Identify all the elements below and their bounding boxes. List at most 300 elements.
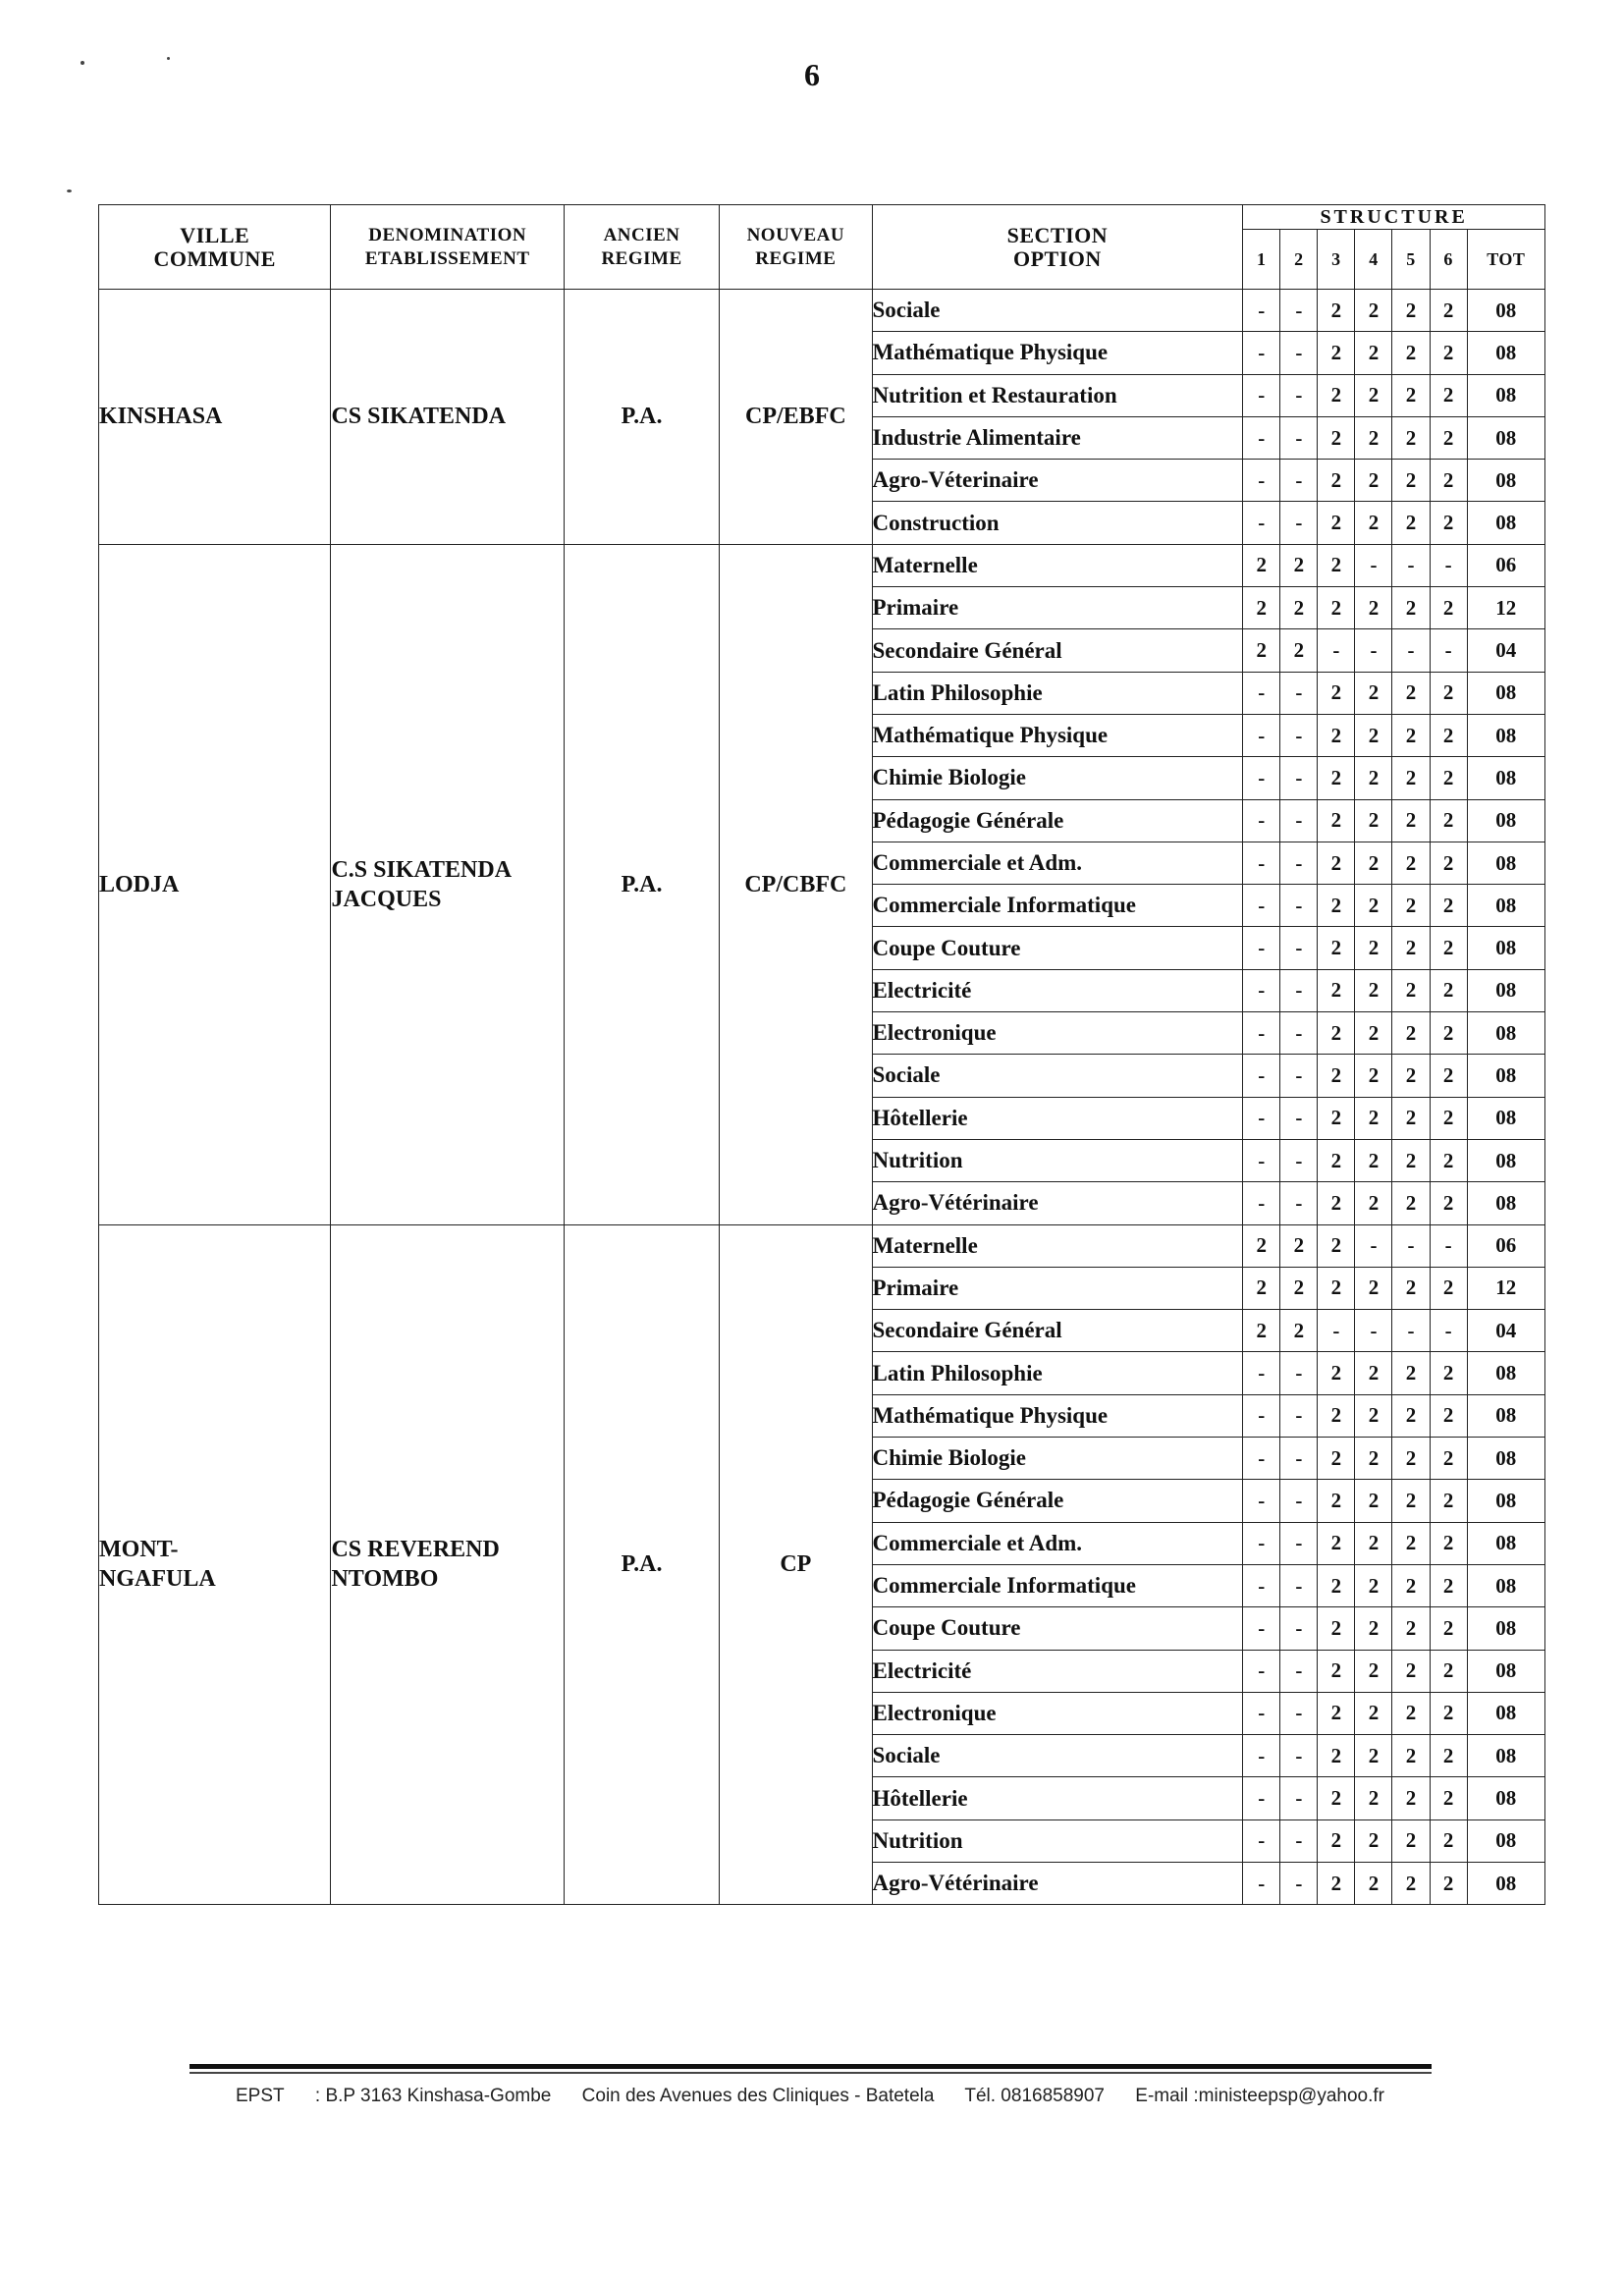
cell-year-2: 2 — [1280, 1224, 1318, 1267]
cell-year-2: - — [1280, 757, 1318, 799]
cell-total: 08 — [1467, 1012, 1544, 1055]
cell-year-4: 2 — [1355, 1650, 1392, 1692]
cell-year-6: 2 — [1430, 1055, 1467, 1097]
cell-year-1: - — [1243, 885, 1280, 927]
cell-total: 08 — [1467, 1819, 1544, 1862]
cell-year-5: 2 — [1392, 1522, 1430, 1564]
cell-section-option: Commerciale Informatique — [872, 885, 1243, 927]
cell-year-5: 2 — [1392, 1139, 1430, 1181]
cell-year-4: 2 — [1355, 1139, 1392, 1181]
cell-total: 08 — [1467, 1097, 1544, 1139]
cell-year-2: - — [1280, 714, 1318, 756]
cell-year-2: - — [1280, 1607, 1318, 1650]
cell-year-6: 2 — [1430, 332, 1467, 374]
cell-year-1: - — [1243, 1394, 1280, 1437]
cell-ville — [99, 290, 331, 545]
cell-year-6: 2 — [1430, 799, 1467, 842]
cell-ancien-regime-text: P.A. — [621, 871, 663, 897]
cell-year-5: 2 — [1392, 1267, 1430, 1309]
cell-ancien-regime — [564, 544, 719, 1224]
cell-year-2: - — [1280, 1735, 1318, 1777]
cell-year-5: 2 — [1392, 1777, 1430, 1819]
cell-year-6: 2 — [1430, 714, 1467, 756]
cell-year-3: 2 — [1318, 460, 1355, 502]
cell-year-6: 2 — [1430, 672, 1467, 714]
cell-section-option: Mathématique Physique — [872, 1394, 1243, 1437]
header-col-2: 2 — [1280, 230, 1318, 290]
cell-year-6: 2 — [1430, 1012, 1467, 1055]
header-col-tot: TOT — [1467, 230, 1544, 290]
cell-year-6: 2 — [1430, 587, 1467, 629]
cell-year-6: 2 — [1430, 1352, 1467, 1394]
cell-year-5: 2 — [1392, 1607, 1430, 1650]
cell-year-1: - — [1243, 1692, 1280, 1734]
cell-year-4: 2 — [1355, 1692, 1392, 1734]
cell-year-3: 2 — [1318, 1438, 1355, 1480]
cell-year-6: 2 — [1430, 927, 1467, 969]
cell-year-5: 2 — [1392, 714, 1430, 756]
cell-total: 08 — [1467, 374, 1544, 416]
cell-year-3: 2 — [1318, 799, 1355, 842]
cell-year-3: 2 — [1318, 587, 1355, 629]
cell-year-1: 2 — [1243, 544, 1280, 586]
cell-total: 08 — [1467, 1352, 1544, 1394]
cell-year-3: 2 — [1318, 969, 1355, 1011]
header-col-5: 5 — [1392, 230, 1430, 290]
cell-total: 06 — [1467, 544, 1544, 586]
cell-year-1: - — [1243, 332, 1280, 374]
cell-total: 04 — [1467, 629, 1544, 672]
cell-year-6: 2 — [1430, 1480, 1467, 1522]
cell-section-option: Electronique — [872, 1692, 1243, 1734]
cell-year-1: - — [1243, 1012, 1280, 1055]
cell-total: 08 — [1467, 927, 1544, 969]
cell-etablissement-text: CS REVEREND NTOMBO — [331, 1537, 500, 1593]
cell-total: 08 — [1467, 1607, 1544, 1650]
cell-year-3: 2 — [1318, 927, 1355, 969]
cell-section-option: Secondaire Général — [872, 629, 1243, 672]
cell-year-4: 2 — [1355, 460, 1392, 502]
cell-year-1: - — [1243, 1352, 1280, 1394]
cell-total: 08 — [1467, 1564, 1544, 1606]
cell-year-6: 2 — [1430, 1777, 1467, 1819]
cell-year-4: 2 — [1355, 1352, 1392, 1394]
cell-section-option: Chimie Biologie — [872, 1438, 1243, 1480]
cell-year-1: - — [1243, 1438, 1280, 1480]
cell-year-1: - — [1243, 799, 1280, 842]
cell-year-5: 2 — [1392, 416, 1430, 459]
cell-year-2: - — [1280, 1650, 1318, 1692]
cell-section-option: Agro-Vétérinaire — [872, 1182, 1243, 1224]
cell-year-6: - — [1430, 629, 1467, 672]
cell-year-5: 2 — [1392, 885, 1430, 927]
cell-year-2: - — [1280, 1862, 1318, 1904]
cell-year-1: - — [1243, 672, 1280, 714]
cell-total: 08 — [1467, 1480, 1544, 1522]
cell-total: 08 — [1467, 290, 1544, 332]
cell-year-3: 2 — [1318, 1607, 1355, 1650]
footer-tel: Tél. 0816858907 — [964, 2086, 1105, 2106]
header-structure: STRUCTURE — [1243, 205, 1545, 230]
cell-year-4: 2 — [1355, 332, 1392, 374]
footer-email: E-mail :ministeepsp@yahoo.fr — [1135, 2086, 1384, 2106]
cell-year-4: 2 — [1355, 1564, 1392, 1606]
cell-year-5: 2 — [1392, 842, 1430, 884]
cell-year-3: 2 — [1318, 544, 1355, 586]
cell-year-5: 2 — [1392, 1650, 1430, 1692]
cell-year-1: - — [1243, 502, 1280, 544]
cell-total: 08 — [1467, 1692, 1544, 1734]
cell-year-6: 2 — [1430, 416, 1467, 459]
cell-year-1: - — [1243, 1735, 1280, 1777]
cell-total: 08 — [1467, 332, 1544, 374]
cell-year-3: 2 — [1318, 714, 1355, 756]
cell-ville — [99, 544, 331, 1224]
cell-year-6: 2 — [1430, 1607, 1467, 1650]
cell-year-4: 2 — [1355, 502, 1392, 544]
cell-year-3: 2 — [1318, 1139, 1355, 1181]
cell-year-2: - — [1280, 374, 1318, 416]
cell-section-option: Nutrition et Restauration — [872, 374, 1243, 416]
cell-year-6: 2 — [1430, 1564, 1467, 1606]
cell-section-option: Construction — [872, 502, 1243, 544]
cell-year-5: 2 — [1392, 969, 1430, 1011]
header-nouveau-regime — [720, 205, 872, 290]
cell-section-option: Commerciale et Adm. — [872, 1522, 1243, 1564]
cell-year-2: - — [1280, 1352, 1318, 1394]
cell-year-4: 2 — [1355, 1607, 1392, 1650]
cell-year-5: 2 — [1392, 290, 1430, 332]
cell-year-5: - — [1392, 1224, 1430, 1267]
cell-year-2: - — [1280, 1480, 1318, 1522]
cell-year-2: - — [1280, 1097, 1318, 1139]
cell-year-1: - — [1243, 1862, 1280, 1904]
cell-year-4: 2 — [1355, 842, 1392, 884]
header-ville — [99, 205, 331, 290]
cell-section-option: Agro-Vétérinaire — [872, 1862, 1243, 1904]
cell-year-4: - — [1355, 629, 1392, 672]
header-nouveau-label: NOUVEAU REGIME — [746, 224, 845, 269]
cell-year-6: 2 — [1430, 1522, 1467, 1564]
cell-year-6: 2 — [1430, 290, 1467, 332]
cell-ancien-regime — [564, 1224, 719, 1905]
cell-year-2: - — [1280, 332, 1318, 374]
cell-year-6: 2 — [1430, 1267, 1467, 1309]
cell-total: 08 — [1467, 969, 1544, 1011]
cell-nouveau-regime — [720, 1224, 872, 1905]
cell-total: 08 — [1467, 1182, 1544, 1224]
cell-year-6: 2 — [1430, 502, 1467, 544]
cell-year-3: 2 — [1318, 885, 1355, 927]
cell-year-3: - — [1318, 1310, 1355, 1352]
cell-ancien-regime-text: P.A. — [621, 404, 663, 430]
cell-year-2: - — [1280, 460, 1318, 502]
cell-section-option: Sociale — [872, 1735, 1243, 1777]
cell-year-3: 2 — [1318, 1650, 1355, 1692]
cell-year-2: - — [1280, 1819, 1318, 1862]
cell-section-option: Primaire — [872, 1267, 1243, 1309]
footer-bp: : B.P 3163 Kinshasa-Gombe — [314, 2086, 552, 2106]
cell-year-4: 2 — [1355, 927, 1392, 969]
cell-year-5: 2 — [1392, 587, 1430, 629]
cell-year-5: 2 — [1392, 502, 1430, 544]
cell-year-3: 2 — [1318, 1522, 1355, 1564]
cell-year-4: 2 — [1355, 1819, 1392, 1862]
cell-section-option: Coupe Couture — [872, 1607, 1243, 1650]
cell-year-6: 2 — [1430, 1182, 1467, 1224]
cell-year-5: 2 — [1392, 332, 1430, 374]
cell-section-option: Commerciale et Adm. — [872, 842, 1243, 884]
cell-year-4: - — [1355, 1310, 1392, 1352]
cell-section-option: Agro-Véterinaire — [872, 460, 1243, 502]
cell-year-6: 2 — [1430, 1097, 1467, 1139]
header-section-label: SECTION OPTION — [1006, 222, 1109, 271]
cell-year-6: - — [1430, 1224, 1467, 1267]
table-header — [99, 205, 1545, 290]
cell-section-option: Hôtellerie — [872, 1097, 1243, 1139]
cell-etablissement — [331, 1224, 564, 1905]
cell-year-1: 2 — [1243, 1267, 1280, 1309]
cell-year-3: 2 — [1318, 332, 1355, 374]
cell-ville-text: KINSHASA — [99, 404, 223, 430]
cell-year-6: 2 — [1430, 1394, 1467, 1437]
cell-year-1: - — [1243, 1564, 1280, 1606]
cell-nouveau-regime — [720, 290, 872, 545]
cell-year-6: 2 — [1430, 1650, 1467, 1692]
cell-year-2: 2 — [1280, 587, 1318, 629]
cell-year-4: 2 — [1355, 1394, 1392, 1437]
cell-section-option: Sociale — [872, 290, 1243, 332]
cell-year-4: - — [1355, 1224, 1392, 1267]
cell-year-4: 2 — [1355, 672, 1392, 714]
cell-year-3: 2 — [1318, 1777, 1355, 1819]
cell-year-4: 2 — [1355, 885, 1392, 927]
cell-total: 08 — [1467, 1139, 1544, 1181]
cell-year-4: 2 — [1355, 374, 1392, 416]
cell-ville — [99, 1224, 331, 1905]
cell-total: 08 — [1467, 714, 1544, 756]
cell-ancien-regime — [564, 290, 719, 545]
cell-year-5: 2 — [1392, 757, 1430, 799]
cell-year-1: - — [1243, 416, 1280, 459]
cell-section-option: Electricité — [872, 1650, 1243, 1692]
footer-address: Coin des Avenues des Cliniques - Batetela — [581, 2086, 935, 2106]
cell-year-2: - — [1280, 502, 1318, 544]
cell-year-1: - — [1243, 714, 1280, 756]
cell-year-1: - — [1243, 1055, 1280, 1097]
cell-year-2: - — [1280, 1777, 1318, 1819]
cell-year-6: 2 — [1430, 1139, 1467, 1181]
cell-year-6: 2 — [1430, 757, 1467, 799]
cell-year-2: - — [1280, 1139, 1318, 1181]
cell-year-5: 2 — [1392, 799, 1430, 842]
cell-year-3: 2 — [1318, 842, 1355, 884]
cell-year-5: 2 — [1392, 1819, 1430, 1862]
cell-year-1: - — [1243, 374, 1280, 416]
cell-etablissement — [331, 544, 564, 1224]
cell-year-2: - — [1280, 1182, 1318, 1224]
cell-year-5: 2 — [1392, 1352, 1430, 1394]
cell-section-option: Primaire — [872, 587, 1243, 629]
cell-section-option: Electricité — [872, 969, 1243, 1011]
cell-year-6: 2 — [1430, 1862, 1467, 1904]
cell-ville-text: LODJA — [99, 871, 180, 897]
cell-year-1: - — [1243, 969, 1280, 1011]
cell-section-option: Chimie Biologie — [872, 757, 1243, 799]
table-row — [99, 290, 1545, 332]
cell-year-6: - — [1430, 1310, 1467, 1352]
scan-speck — [67, 190, 72, 192]
cell-year-1: - — [1243, 927, 1280, 969]
cell-year-4: 2 — [1355, 1438, 1392, 1480]
cell-year-6: 2 — [1430, 1819, 1467, 1862]
cell-year-6: - — [1430, 544, 1467, 586]
cell-year-4: 2 — [1355, 1267, 1392, 1309]
cell-section-option: Maternelle — [872, 544, 1243, 586]
table-row — [99, 1224, 1545, 1267]
cell-section-option: Sociale — [872, 1055, 1243, 1097]
cell-year-2: 2 — [1280, 1310, 1318, 1352]
cell-year-1: - — [1243, 290, 1280, 332]
cell-total: 08 — [1467, 1650, 1544, 1692]
footer-rule — [189, 2064, 1432, 2069]
cell-year-1: - — [1243, 757, 1280, 799]
header-ville-label: VILLE COMMUNE — [153, 222, 276, 271]
cell-section-option: Electronique — [872, 1012, 1243, 1055]
footer-rule-thin — [189, 2072, 1432, 2074]
cell-year-1: - — [1243, 1607, 1280, 1650]
cell-year-2: - — [1280, 1522, 1318, 1564]
cell-year-3: 2 — [1318, 1564, 1355, 1606]
cell-year-5: 2 — [1392, 1394, 1430, 1437]
cell-year-4: 2 — [1355, 1480, 1392, 1522]
cell-total: 08 — [1467, 1735, 1544, 1777]
cell-total: 12 — [1467, 1267, 1544, 1309]
header-denomination-label: DENOMINATION ETABLISSEMENT — [364, 224, 530, 269]
cell-year-4: 2 — [1355, 587, 1392, 629]
cell-section-option: Latin Philosophie — [872, 672, 1243, 714]
page-number: 6 — [804, 57, 820, 92]
cell-section-option: Mathématique Physique — [872, 714, 1243, 756]
cell-year-2: - — [1280, 672, 1318, 714]
cell-year-2: - — [1280, 799, 1318, 842]
cell-total: 08 — [1467, 757, 1544, 799]
cell-year-4: 2 — [1355, 969, 1392, 1011]
cell-year-2: - — [1280, 969, 1318, 1011]
header-col-4: 4 — [1355, 230, 1392, 290]
cell-year-2: - — [1280, 1055, 1318, 1097]
cell-year-3: 2 — [1318, 1267, 1355, 1309]
cell-ancien-regime-text: P.A. — [621, 1551, 663, 1578]
cell-year-3: 2 — [1318, 502, 1355, 544]
cell-year-3: 2 — [1318, 290, 1355, 332]
cell-year-1: - — [1243, 460, 1280, 502]
cell-year-6: 2 — [1430, 842, 1467, 884]
cell-year-6: 2 — [1430, 885, 1467, 927]
header-section-option — [872, 205, 1243, 290]
cell-year-4: 2 — [1355, 1522, 1392, 1564]
cell-ville-text: MONT- NGAFULA — [99, 1537, 216, 1593]
cell-year-5: 2 — [1392, 1097, 1430, 1139]
cell-section-option: Pédagogie Générale — [872, 799, 1243, 842]
cell-total: 08 — [1467, 885, 1544, 927]
cell-year-6: 2 — [1430, 969, 1467, 1011]
cell-year-4: 2 — [1355, 1182, 1392, 1224]
cell-year-5: - — [1392, 1310, 1430, 1352]
cell-year-2: - — [1280, 842, 1318, 884]
cell-year-3: 2 — [1318, 1819, 1355, 1862]
cell-year-3: 2 — [1318, 1352, 1355, 1394]
cell-year-3: 2 — [1318, 416, 1355, 459]
cell-year-5: 2 — [1392, 1862, 1430, 1904]
cell-year-1: - — [1243, 1522, 1280, 1564]
cell-year-3: 2 — [1318, 1055, 1355, 1097]
cell-section-option: Coupe Couture — [872, 927, 1243, 969]
cell-year-4: 2 — [1355, 1735, 1392, 1777]
cell-section-option: Nutrition — [872, 1819, 1243, 1862]
cell-year-2: - — [1280, 290, 1318, 332]
cell-year-1: - — [1243, 1650, 1280, 1692]
cell-year-3: 2 — [1318, 672, 1355, 714]
table-body — [99, 290, 1545, 1905]
cell-total: 08 — [1467, 1438, 1544, 1480]
cell-section-option: Hôtellerie — [872, 1777, 1243, 1819]
cell-year-1: - — [1243, 1182, 1280, 1224]
cell-year-5: 2 — [1392, 374, 1430, 416]
cell-year-5: 2 — [1392, 1564, 1430, 1606]
cell-year-2: - — [1280, 1012, 1318, 1055]
cell-year-4: 2 — [1355, 1777, 1392, 1819]
cell-year-5: 2 — [1392, 1692, 1430, 1734]
cell-year-3: 2 — [1318, 374, 1355, 416]
cell-year-3: 2 — [1318, 1480, 1355, 1522]
cell-year-3: 2 — [1318, 1862, 1355, 1904]
cell-section-option: Commerciale Informatique — [872, 1564, 1243, 1606]
cell-year-5: - — [1392, 629, 1430, 672]
cell-year-5: - — [1392, 544, 1430, 586]
cell-year-3: 2 — [1318, 1224, 1355, 1267]
cell-total: 08 — [1467, 1862, 1544, 1904]
cell-total: 08 — [1467, 672, 1544, 714]
cell-total: 08 — [1467, 1055, 1544, 1097]
cell-nouveau-regime-text: CP — [780, 1551, 812, 1578]
footer — [236, 2086, 1512, 2107]
cell-total: 08 — [1467, 1522, 1544, 1564]
cell-section-option: Maternelle — [872, 1224, 1243, 1267]
cell-year-3: 2 — [1318, 1735, 1355, 1777]
cell-etablissement-text: CS SIKATENDA — [331, 404, 507, 430]
cell-section-option: Secondaire Général — [872, 1310, 1243, 1352]
cell-year-1: 2 — [1243, 587, 1280, 629]
cell-total: 08 — [1467, 842, 1544, 884]
cell-year-3: - — [1318, 629, 1355, 672]
cell-section-option: Industrie Alimentaire — [872, 416, 1243, 459]
cell-year-2: 2 — [1280, 629, 1318, 672]
cell-year-5: 2 — [1392, 1735, 1430, 1777]
cell-total: 08 — [1467, 502, 1544, 544]
header-col-3: 3 — [1318, 230, 1355, 290]
cell-total: 08 — [1467, 1777, 1544, 1819]
cell-year-1: 2 — [1243, 1310, 1280, 1352]
cell-etablissement — [331, 290, 564, 545]
cell-year-2: - — [1280, 416, 1318, 459]
cell-year-1: - — [1243, 842, 1280, 884]
cell-section-option: Latin Philosophie — [872, 1352, 1243, 1394]
cell-total: 08 — [1467, 416, 1544, 459]
cell-year-4: 2 — [1355, 290, 1392, 332]
cell-year-5: 2 — [1392, 927, 1430, 969]
cell-year-5: 2 — [1392, 1055, 1430, 1097]
